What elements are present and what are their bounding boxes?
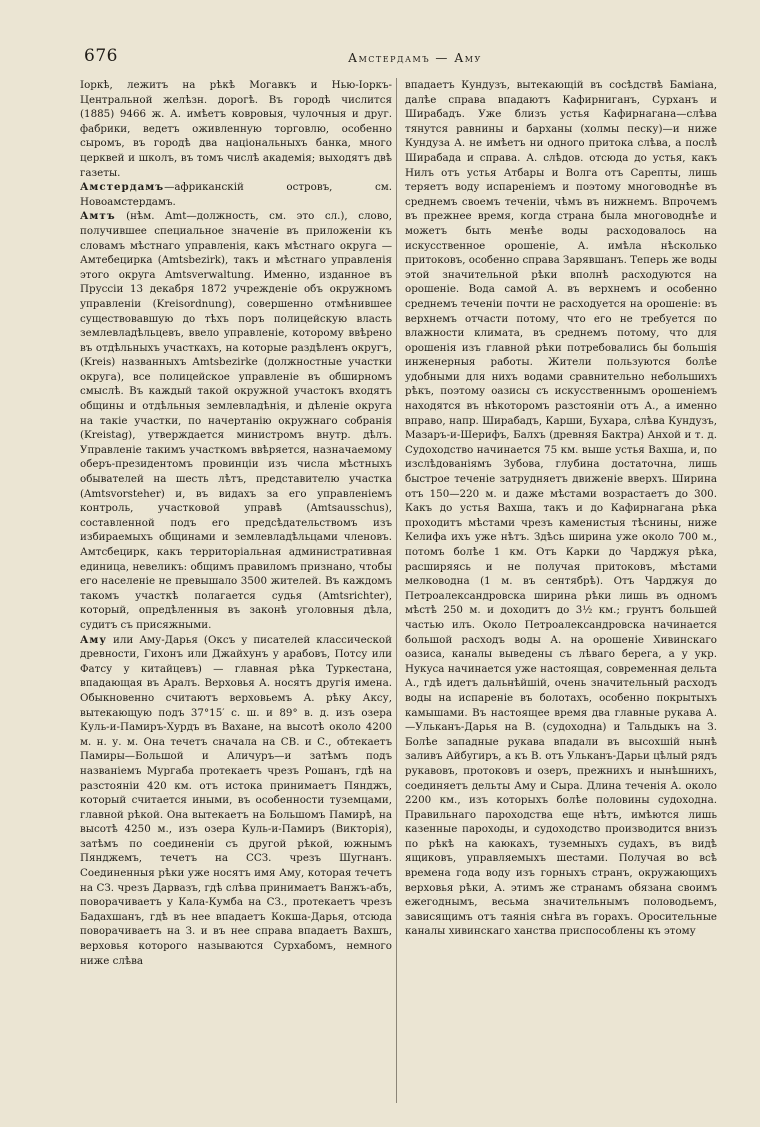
- entry-term-amsterdam: Амстердамъ: [80, 181, 165, 194]
- running-head: Амстердамъ — Аму: [348, 51, 482, 65]
- right-column: [405, 78, 717, 1108]
- entry-term-amu: Аму: [80, 633, 107, 646]
- column-divider: [396, 78, 397, 1103]
- entry-amu: [80, 633, 392, 969]
- continued-paragraph: Іоркѣ, лежитъ на рѣкѣ Могавкъ и Нью-Іоркъ-Центральной желѣзн. дорогѣ. Въ городѣ числится (1885) 9466 ж. А. имѣетъ ковровыя, чулочныя и друг. фабрики, ведетъ оживленную торговлю, особенно сыромъ, въ городѣ два національныхъ банка, много церквей и школъ, въ томъ числѣ академія; выходятъ двѣ газеты.: [80, 79, 392, 179]
- entry-amt: [80, 209, 392, 632]
- page-number: 676: [84, 46, 118, 66]
- entry-amsterdam: [80, 180, 392, 209]
- left-column: [80, 78, 392, 1108]
- entry-text-amt: (нѣм. Amt—должность, см. это сл.), слово, получившее специальное значеніе въ приложеніи къ словамъ мѣстнаго управленія, какъ мѣстнаго округа — Амтебецирка (Amtsbezirk), такъ и мѣстнаго управленія этого округа Amtsverwaltung. Именно, изданное въ Пруссіи 13 декабря 1872 учрежденіе объ окружномъ управленіи (Kreisordnung), совершенно отмѣнившее существовавшую до тѣхъ поръ полицейскую власть землевладѣльцевъ, ввело управленіе, которому ввѣрено въ отдѣльныхъ участкахъ, на которые раздѣленъ округъ, (Kreis) названныхъ Amtsbezirke (должностные участки округа), все полицейское управленіе въ обширномъ смыслѣ. Въ каждый такой окружной участокъ входятъ общины и отдѣльныя землевладѣнія, и дѣленіе округа на такіе участки, по начертанію окружнаго собранія (Kreistag), утверждается министромъ внутр. дѣлъ. Управленіе такимъ участкомъ ввѣряется, назначаемому оберъ-президентомъ провинціи изъ числа мѣстныхъ обывателей на шесть лѣтъ, представителю участка (Amtsvorsteher) и, въ видахъ за его управленіемъ контроль, участковой управѣ (Amtsausschus), составленной подъ его предсѣдательствомъ изъ избираемыхъ общинами и землевладѣльцами членовъ. Амтсбецирк, какъ территоріальная административная единица, невеликъ: общимъ правиломъ признано, чтобы его населеніе не превышало 3500 жителей. Въ каждомъ такомъ участкѣ полагается судья (Amtsrichter), который, опредѣленныя въ законѣ уголовныя дѣла, судитъ съ присяжными.: [80, 210, 392, 631]
- entry-term-amt: Амтъ: [80, 210, 116, 223]
- entry-text-amsterdam: —африканскій островъ, см. Новоамстердамъ.: [80, 181, 392, 208]
- entry-text-amu: или Аму-Дарья (Оксъ у писателей классической древности, Гихонъ или Джайхунъ у арабовъ, Потсу или Фатсу у китайцевъ) — главная рѣка Туркестана, впадающая въ Аралъ. Верховья А. носятъ другія имена. Обыкновенно считаютъ верховьемъ А. рѣку Аксу, вытекающую подъ 37°15′ с. ш. и 89° в. д. изъ озера Куль-и-Памиръ-Хурдъ въ Вахане, на высотѣ около 4200 м. н. у. м. Она течетъ сначала на СВ. и С., обтекаетъ Памиры—Большой и Аличуръ—и затѣмъ подъ названіемъ Мургаба протекаетъ чрезъ Рошанъ, гдѣ на разстояніи 420 км. отъ истока принимаетъ Пянджъ, который считается иными, въ особенности туземцами, главной рѣкой. Она вытекаетъ на Большомъ Памирѣ, на высотѣ 4250 м., изъ озера Куль-и-Памиръ (Викторія), затѣмъ по соединеніи съ другой рѣкой, южнымъ Пянджемъ, течетъ на ССЗ. чрезъ Шугнанъ. Соединенныя рѣки уже носятъ имя Аму, которая течетъ на СЗ. чрезъ Дарвазъ, гдѣ слѣва принимаетъ Ванжъ-абъ, поворачиваетъ у Кала-Кумба на СЗ., протекаетъ чрезъ Бадахшанъ, гдѣ въ нее впадаетъ Кокша-Дарья, отсюда поворачиваетъ на З. и въ нее справа впадаетъ Вахшъ, верховья которого называются Сурхабомъ, немного ниже слѣва: [80, 633, 392, 967]
- right-column-text: впадаетъ Кундузъ, вытекающій въ сосѣдствѣ Бамiана, далѣе справа впадаютъ Кафирниганъ, Сурханъ и Ширабадъ. Уже близъ устья Кафирнагана—слѣва тянутся равнины и барханы (холмы песку)—и ниже Кундуза А. не имѣетъ ни одного притока слѣва, а послѣ Ширабада и справа. А. слѣдов. отсюда до устья, какъ Нилъ отъ устья Атбары и Волга отъ Сарепты, лишь теряетъ воду испареніемъ и поэтому многоводнѣе въ среднемъ своемъ теченіи, чѣмъ въ нижнемъ. Впрочемъ въ прежнее время, когда страна была многоводнѣе и можетъ быть менѣе воды расходовалось на искусственное орошеніе, А. имѣла нѣсколько притоковъ, особенно справа Зарявшанъ. Теперь же воды этой значительной рѣки вполнѣ расходуются на орошеніе. Вода самой А. въ верхнемъ и особенно среднемъ теченіи почти не расходуется на орошеніе: въ верхнемъ отчасти потому, что его не требуется по влажности климата, въ среднемъ потому, что для орошенія изъ главной рѣки потребовались бы большія инженерныя работы. Жители пользуются болѣе удобными для нихъ водами сравнительно небольшихъ рѣкъ, поэтому оазисы съ искусственнымъ орошеніемъ находятся въ нѣкоторомъ разстояніи отъ А., а именно вправо, напр. Ширабадъ, Карши, Бухара, слѣва Кундузъ, Мазаръ-и-Шерифъ, Балхъ (древняя Бактра) Анхой и т. д. Судоходство начинается 75 км. выше устья Вахша, и, по изслѣдованіямъ Зубова, глубина достаточна, лишь быстрое теченіе затрудняетъ движеніе вверхъ. Ширина отъ 150—220 м. и даже мѣстами возрастаетъ до 300. Какъ до устья Вахша, такъ и до Кафирнагана рѣка проходитъ мѣстами чрезъ каменистыя тѣснины, ниже Келифа ихъ уже нѣтъ. Здѣсь ширина уже около 700 м., потомъ болѣе 1 км. Отъ Карки до Чарджуя рѣка, расширяясь и не получая притоковъ, мѣстами мелководна (1 м. въ сентябрѣ). Отъ Чарджуя до Петроалександровска ширина рѣки лишь въ одномъ мѣстѣ 250 м. и доходитъ до 3½ км.; грунтъ большей частью илъ. Около Петроалександровска начинается большой расходъ воды А. на орошеніе Хивинскаго оазиса, каналы выведены съ лѣваго берега, а у укр. Нукуса начинается уже настоящая, современная дельта А., гдѣ идетъ дальнѣйшій, очень значительный расходъ воды на испареніе въ болотахъ, особенно покрытыхъ камышами. Въ настоящее время два главные рукава А.—Ульканъ-Дарья на В. (судоходна) и Тальдыкъ на З. Болѣе западные рукава впадали въ высохшій нынѣ заливъ Айбугиръ, а къ В. отъ Ульканъ-Дарьи цѣлый рядъ рукавовъ, протоковъ и озеръ, прежнихъ и нынѣшнихъ, соединяетъ дельты Аму и Сыра. Длина теченія А. около 2200 км., изъ которыхъ болѣе половины судоходна. Правильнаго пароходства еще нѣтъ, имѣются лишь казенные пароходы, и судоходство производится внизъ по рѣкѣ на каюкахъ, туземныхъ судахъ, въ видѣ ящиковъ, управляемыхъ шестами. Получая во всѣ времена года воду изъ горныхъ странъ, окружающихъ верховья рѣки, А. этимъ же странамъ обязана своимъ ежегоднымъ, весьма значительнымъ половодьемъ, зависящимъ отъ таянія снѣга въ горахъ. Оросительные каналы хивинскаго ханства приспособлены къ этому: [405, 79, 717, 938]
